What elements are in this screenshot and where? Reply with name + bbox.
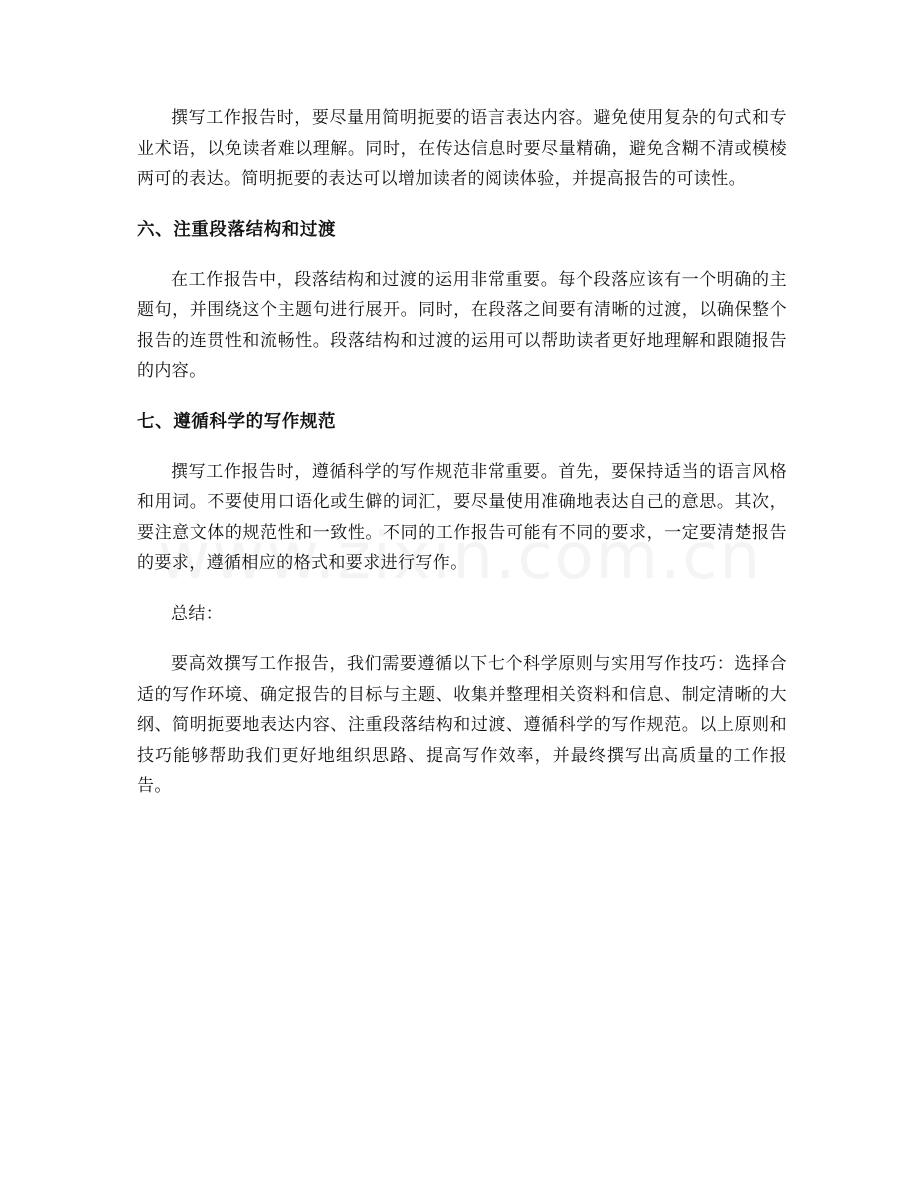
section-6-heading: 六、注重段落结构和过渡 [137, 219, 337, 240]
section-7-heading: 七、遵循科学的写作规范 [137, 411, 337, 432]
section-7-paragraph: 撰写工作报告时，遵循科学的写作规范非常重要。首先，要保持适当的语言风格和用词。不要使用口语化或生僻的词汇，要尽量使用准确地表达自己的意思。其次，要注意文体的规范性和一致性。不同的工作报告可能有不同的要求，一定要清楚报告的要求，遵循相应的格式和要求进行写作。 [137, 461, 787, 573]
summary-label: 总结： [171, 603, 224, 624]
intro-paragraph: 撰写工作报告时，要尽量用简明扼要的语言表达内容。避免使用复杂的句式和专业术语，以免读者难以理解。同时，在传达信息时要尽量精确，避免含糊不清或模棱两可的表达。简明扼要的表达可以增加读者的阅读体验，并提高报告的可读性。 [137, 108, 787, 189]
document-body [137, 103, 787, 802]
section-6-paragraph: 在工作报告中，段落结构和过渡的运用非常重要。每个段落应该有一个明确的主题句，并围绕这个主题句进行展开。同时，在段落之间要有清晰的过渡，以确保整个报告的连贯性和流畅性。段落结构和过渡的运用可以帮助读者更好地理解和跟随报告的内容。 [137, 269, 787, 381]
summary-paragraph: 要高效撰写工作报告，我们需要遵循以下七个科学原则与实用写作技巧：选择合适的写作环境、确定报告的目标与主题、收集并整理相关资料和信息、制定清晰的大纲、简明扼要地表达内容、注重段落结构和过渡、遵循科学的写作规范。以上原则和技巧能够帮助我们更好地组织思路、提高写作效率，并最终撰写出高质量的工作报告。 [137, 654, 787, 796]
